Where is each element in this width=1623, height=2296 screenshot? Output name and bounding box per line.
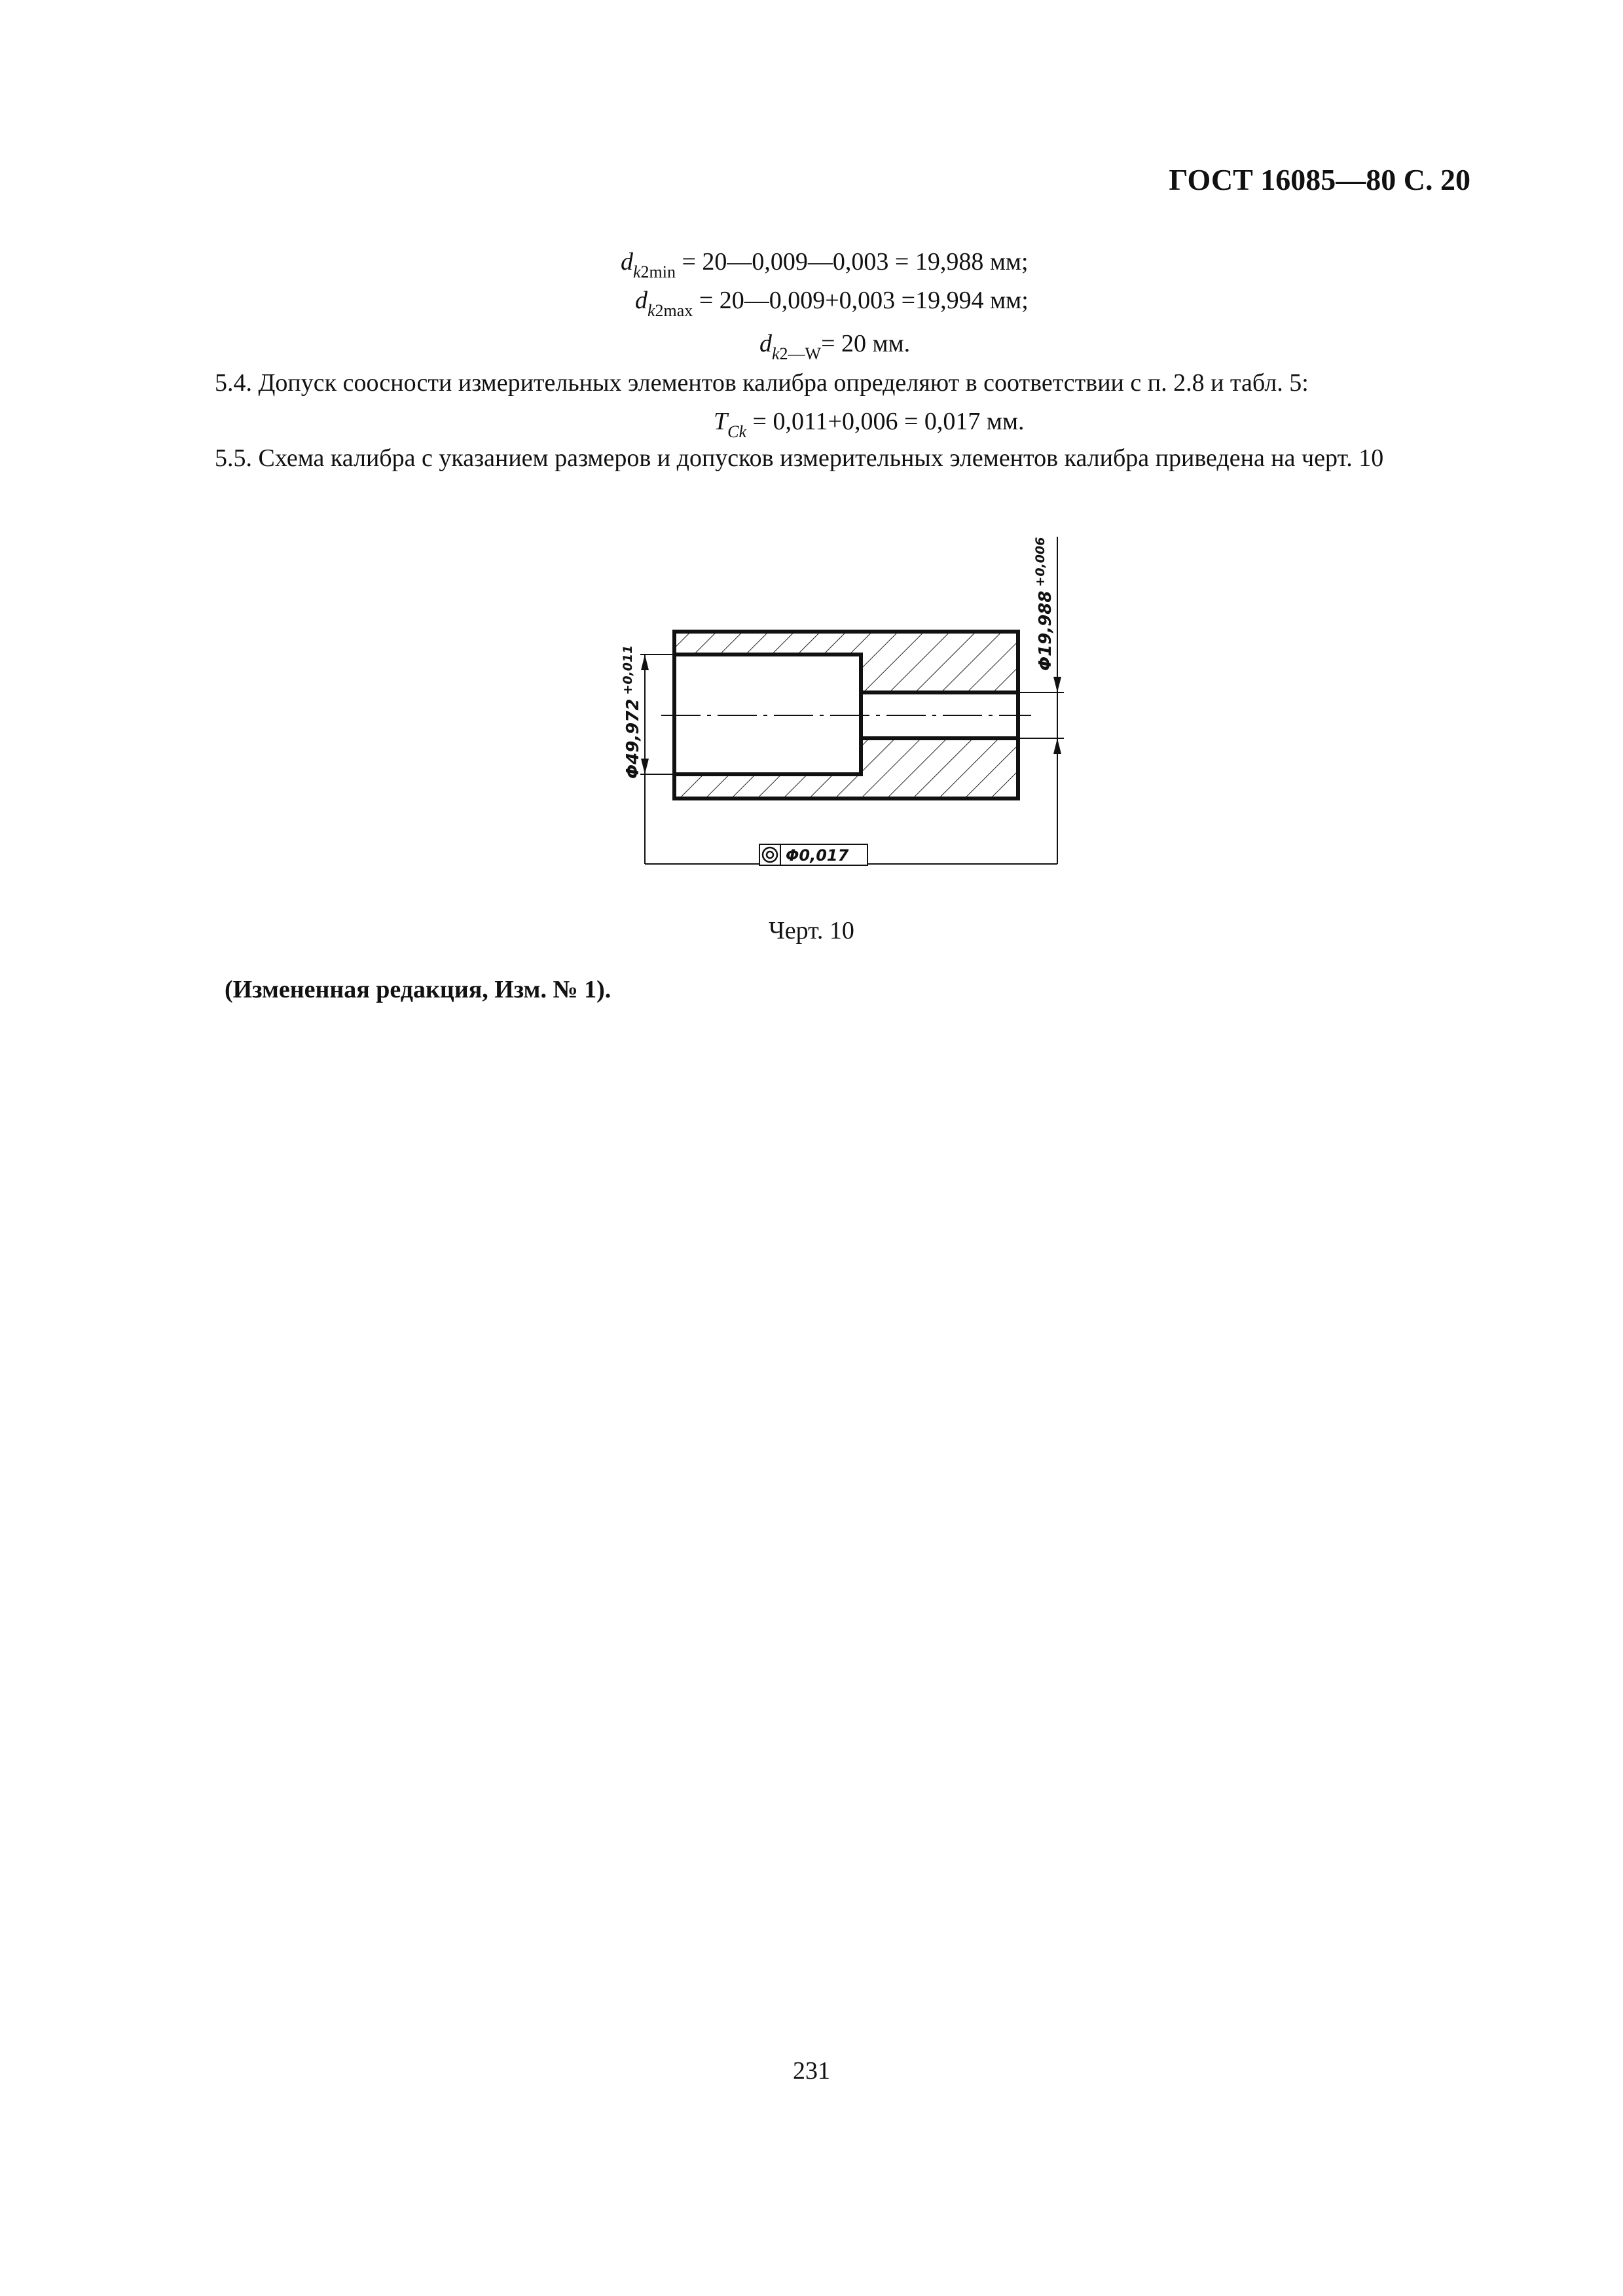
large-bore [674, 655, 861, 774]
formula-tck: $T_{Ck} = 0,011+0,006 = 0,017$ мм. [714, 408, 1025, 441]
tolerance-frame-value: Φ0,017 [786, 846, 849, 865]
paragraph-5-5: 5.5. Схема калибра с указанием размеров и допусков измерительных элементов калибра приведена на черт. 10 [215, 444, 1384, 472]
formula-dk2min: $d_{k2min}$ = 20—0,009—0,003 = 19,988 мм; [621, 248, 1029, 281]
page-header: ГОСТ 16085—80 С. 20 [1169, 163, 1470, 196]
gauge-drawing [0, 0, 1623, 916]
paragraph-5-4: 5.4. Допуск соосности измерительных элементов калибра определяют в соответствии с п. 2.8 и табл. 5: [215, 369, 1309, 397]
formula-dk2max: $d_{k2max}$ = 20—0,009+0,003 =19,994 мм; [635, 287, 1029, 320]
dim-large-label: $\Phi 49,972^{+0,011}$ [621, 645, 643, 779]
revision-note: (Измененная редакция, Изм. № 1). [225, 976, 611, 1003]
figure-caption: Черт. 10 [769, 917, 854, 944]
page-number: 231 [793, 2057, 830, 2085]
small-bore [861, 692, 1018, 738]
dim-small-label: $\Phi 19,988^{+0,006}$ [1033, 537, 1055, 671]
formula-dk2w: $d_{k2—W}= 20$ мм. [759, 330, 911, 363]
